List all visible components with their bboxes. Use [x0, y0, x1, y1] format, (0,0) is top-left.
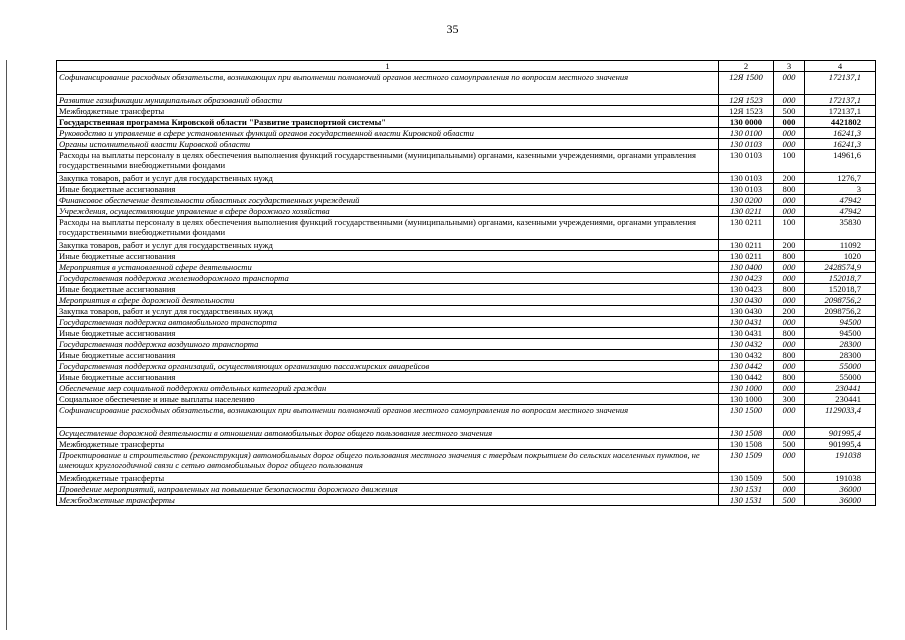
- table-row: [57, 72, 876, 95]
- row-code: 130 0400: [719, 262, 774, 273]
- row-amount: 901995,4: [805, 439, 876, 450]
- row-amount: 172137,1: [805, 106, 876, 117]
- table-row: [57, 273, 876, 284]
- row-code: 130 0211: [719, 240, 774, 251]
- table-row: [57, 262, 876, 273]
- row-code: 12Я 1523: [719, 106, 774, 117]
- row-code: 130 0211: [719, 217, 774, 240]
- row-name: Иные бюджетные ассигнования: [57, 284, 719, 295]
- row-amount: 172137,1: [805, 95, 876, 106]
- row-amount: 28300: [805, 350, 876, 361]
- row-code: 130 0423: [719, 284, 774, 295]
- row-code: 130 0000: [719, 117, 774, 128]
- row-amount: 55000: [805, 372, 876, 383]
- row-expense-type: 500: [774, 439, 805, 450]
- table-row: [57, 150, 876, 173]
- table-row: [57, 372, 876, 383]
- table-row: [57, 339, 876, 350]
- row-name: Закупка товаров, работ и услуг для государственных нужд: [57, 306, 719, 317]
- row-amount: 28300: [805, 339, 876, 350]
- row-amount: 3: [805, 184, 876, 195]
- row-code: 12Я 1523: [719, 95, 774, 106]
- row-name: Финансовое обеспечение деятельности областных государственных учреждений: [57, 195, 719, 206]
- row-expense-type: 000: [774, 128, 805, 139]
- row-name: Иные бюджетные ассигнования: [57, 251, 719, 262]
- row-expense-type: 800: [774, 251, 805, 262]
- row-amount: 47942: [805, 206, 876, 217]
- row-name: Проведение мероприятий, направленных на повышение безопасности дорожного движения: [57, 484, 719, 495]
- table-row: [57, 173, 876, 184]
- row-amount: 152018,7: [805, 273, 876, 284]
- row-expense-type: 000: [774, 95, 805, 106]
- row-code: 130 1531: [719, 484, 774, 495]
- row-name: Иные бюджетные ассигнования: [57, 350, 719, 361]
- row-expense-type: 000: [774, 317, 805, 328]
- row-expense-type: 000: [774, 117, 805, 128]
- table-row: [57, 473, 876, 484]
- row-expense-type: 000: [774, 139, 805, 150]
- row-name: Государственная поддержка железнодорожного транспорта: [57, 273, 719, 284]
- row-code: 130 1000: [719, 383, 774, 394]
- row-name: Межбюджетные трансферты: [57, 106, 719, 117]
- row-code: 130 0432: [719, 350, 774, 361]
- table-row: [57, 439, 876, 450]
- row-code: 130 0103: [719, 150, 774, 173]
- row-name: Государственная поддержка автомобильного транспорта: [57, 317, 719, 328]
- row-expense-type: 000: [774, 383, 805, 394]
- row-amount: 94500: [805, 328, 876, 339]
- row-amount: 47942: [805, 195, 876, 206]
- row-amount: 1020: [805, 251, 876, 262]
- table-row: [57, 394, 876, 405]
- row-code: 130 0200: [719, 195, 774, 206]
- row-name: Развитие газификации муниципальных образований области: [57, 95, 719, 106]
- row-expense-type: 000: [774, 484, 805, 495]
- table-row: [57, 217, 876, 240]
- row-code: 130 1509: [719, 473, 774, 484]
- row-expense-type: 000: [774, 428, 805, 439]
- table-row: [57, 128, 876, 139]
- row-expense-type: 500: [774, 106, 805, 117]
- row-amount: 191038: [805, 473, 876, 484]
- row-name: Межбюджетные трансферты: [57, 473, 719, 484]
- table-row: [57, 284, 876, 295]
- row-code: 130 1508: [719, 439, 774, 450]
- row-expense-type: 100: [774, 217, 805, 240]
- row-expense-type: 800: [774, 372, 805, 383]
- row-name: Государственная поддержка организаций, осуществляющих организацию пассажирских авиарейсов: [57, 361, 719, 372]
- table-row: [57, 495, 876, 506]
- row-amount: 35830: [805, 217, 876, 240]
- table-row: [57, 295, 876, 306]
- table-row: [57, 328, 876, 339]
- row-expense-type: 800: [774, 350, 805, 361]
- row-amount: 36000: [805, 484, 876, 495]
- row-amount: 152018,7: [805, 284, 876, 295]
- row-amount: 16241,3: [805, 139, 876, 150]
- row-name: Софинансирование расходных обязательств, возникающих при выполнении полномочий органов местного самоуправления по вопросам местного значения: [57, 72, 719, 95]
- row-code: 130 1508: [719, 428, 774, 439]
- row-expense-type: 800: [774, 184, 805, 195]
- row-expense-type: 500: [774, 473, 805, 484]
- table-row: [57, 405, 876, 428]
- row-code: 130 0103: [719, 184, 774, 195]
- row-code: 130 0431: [719, 328, 774, 339]
- row-expense-type: 000: [774, 195, 805, 206]
- table-row: [57, 139, 876, 150]
- table-row: [57, 195, 876, 206]
- row-amount: 11092: [805, 240, 876, 251]
- row-amount: 2428574,9: [805, 262, 876, 273]
- table-row: [57, 450, 876, 473]
- row-code: 130 0100: [719, 128, 774, 139]
- row-amount: 94500: [805, 317, 876, 328]
- row-code: 130 0431: [719, 317, 774, 328]
- row-name: Межбюджетные трансферты: [57, 439, 719, 450]
- row-code: 130 0442: [719, 361, 774, 372]
- row-code: 130 0432: [719, 339, 774, 350]
- row-code: 130 0442: [719, 372, 774, 383]
- table-body: [57, 72, 876, 506]
- row-name: Обеспечение мер социальной поддержки отдельных категорий граждан: [57, 383, 719, 394]
- row-expense-type: 300: [774, 394, 805, 405]
- header-row: [57, 61, 876, 72]
- table-row: [57, 95, 876, 106]
- table-row: [57, 206, 876, 217]
- row-expense-type: 800: [774, 284, 805, 295]
- row-amount: 16241,3: [805, 128, 876, 139]
- row-name: Иные бюджетные ассигнования: [57, 184, 719, 195]
- row-amount: 36000: [805, 495, 876, 506]
- row-amount: 191038: [805, 450, 876, 473]
- page-number: 35: [446, 22, 459, 36]
- row-expense-type: 000: [774, 361, 805, 372]
- table-row: [57, 383, 876, 394]
- table-row: [57, 350, 876, 361]
- row-amount: 1276,7: [805, 173, 876, 184]
- header-col-3: 3: [774, 61, 805, 72]
- row-amount: 1129033,4: [805, 405, 876, 428]
- row-expense-type: 000: [774, 262, 805, 273]
- row-expense-type: 000: [774, 72, 805, 95]
- row-code: 130 0430: [719, 295, 774, 306]
- table-row: [57, 361, 876, 372]
- row-expense-type: 000: [774, 206, 805, 217]
- row-expense-type: 200: [774, 240, 805, 251]
- row-name: Закупка товаров, работ и услуг для государственных нужд: [57, 240, 719, 251]
- row-code: 130 0103: [719, 173, 774, 184]
- row-amount: 2098756,2: [805, 306, 876, 317]
- row-amount: 14961,6: [805, 150, 876, 173]
- row-expense-type: 000: [774, 273, 805, 284]
- row-name: Руководство и управление в сфере установленных функций органов государственной власти Кировской области: [57, 128, 719, 139]
- row-expense-type: 800: [774, 328, 805, 339]
- row-name: Органы исполнительной власти Кировской области: [57, 139, 719, 150]
- table-row: [57, 251, 876, 262]
- row-name: Мероприятия в установленной сфере деятельности: [57, 262, 719, 273]
- row-name: Расходы на выплаты персоналу в целях обеспечения выполнения функций государственными (муниципальными) органами, казенными учреждениями, органами управления государственными внебюджетными фондами: [57, 217, 719, 240]
- row-expense-type: 200: [774, 173, 805, 184]
- table-row: [57, 306, 876, 317]
- row-name: Расходы на выплаты персоналу в целях обеспечения выполнения функций государственными (муниципальными) органами, казенными учреждениями, органами управления государственными внебюджетными фондами: [57, 150, 719, 173]
- row-amount: 4421802: [805, 117, 876, 128]
- row-amount: 901995,4: [805, 428, 876, 439]
- row-name: Межбюджетные трансферты: [57, 495, 719, 506]
- row-expense-type: 200: [774, 306, 805, 317]
- header-col-4: 4: [805, 61, 876, 72]
- row-expense-type: 100: [774, 150, 805, 173]
- row-expense-type: 000: [774, 339, 805, 350]
- table-row: [57, 106, 876, 117]
- row-name: Государственная поддержка воздушного транспорта: [57, 339, 719, 350]
- row-code: 130 0423: [719, 273, 774, 284]
- table-row: [57, 117, 876, 128]
- row-expense-type: 000: [774, 295, 805, 306]
- budget-table: [56, 60, 876, 506]
- row-amount: 172137,1: [805, 72, 876, 95]
- row-code: 130 0430: [719, 306, 774, 317]
- row-code: 130 0211: [719, 206, 774, 217]
- row-name: Социальное обеспечение и иные выплаты населению: [57, 394, 719, 405]
- table-row: [57, 317, 876, 328]
- table-row: [57, 240, 876, 251]
- row-name: Мероприятия в сфере дорожной деятельности: [57, 295, 719, 306]
- row-amount: 2098756,2: [805, 295, 876, 306]
- row-code: 130 1500: [719, 405, 774, 428]
- row-name: Осуществление дорожной деятельности в отношении автомобильных дорог общего пользования местного значения: [57, 428, 719, 439]
- left-margin-rule: [6, 60, 7, 630]
- table-row: [57, 184, 876, 195]
- row-expense-type: 000: [774, 405, 805, 428]
- row-amount: 55000: [805, 361, 876, 372]
- row-expense-type: 000: [774, 450, 805, 473]
- row-code: 130 0211: [719, 251, 774, 262]
- row-name: Софинансирование расходных обязательств, возникающих при выполнении полномочий органов местного самоуправления по вопросам местного значения: [57, 405, 719, 428]
- header-col-2: 2: [719, 61, 774, 72]
- row-code: 130 1509: [719, 450, 774, 473]
- row-expense-type: 500: [774, 495, 805, 506]
- row-code: 130 1000: [719, 394, 774, 405]
- row-name: Проектирование и строительство (реконструкция) автомобильных дорог общего пользования местного значения с твердым покрытием до сельских населенных пунктов, не имеющих круглогодичной связи с сетью автомобильных дорог общего пользования: [57, 450, 719, 473]
- row-code: 130 1531: [719, 495, 774, 506]
- table-row: [57, 428, 876, 439]
- row-name: Закупка товаров, работ и услуг для государственных нужд: [57, 173, 719, 184]
- row-amount: 230441: [805, 383, 876, 394]
- row-name: Учреждения, осуществляющие управление в сфере дорожного хозяйства: [57, 206, 719, 217]
- row-name: Иные бюджетные ассигнования: [57, 328, 719, 339]
- row-name: Иные бюджетные ассигнования: [57, 372, 719, 383]
- row-name: Государственная программа Кировской области "Развитие транспортной системы": [57, 117, 719, 128]
- row-code: 130 0103: [719, 139, 774, 150]
- row-code: 12Я 1500: [719, 72, 774, 95]
- row-amount: 230441: [805, 394, 876, 405]
- table-row: [57, 484, 876, 495]
- header-col-1: 1: [57, 61, 719, 72]
